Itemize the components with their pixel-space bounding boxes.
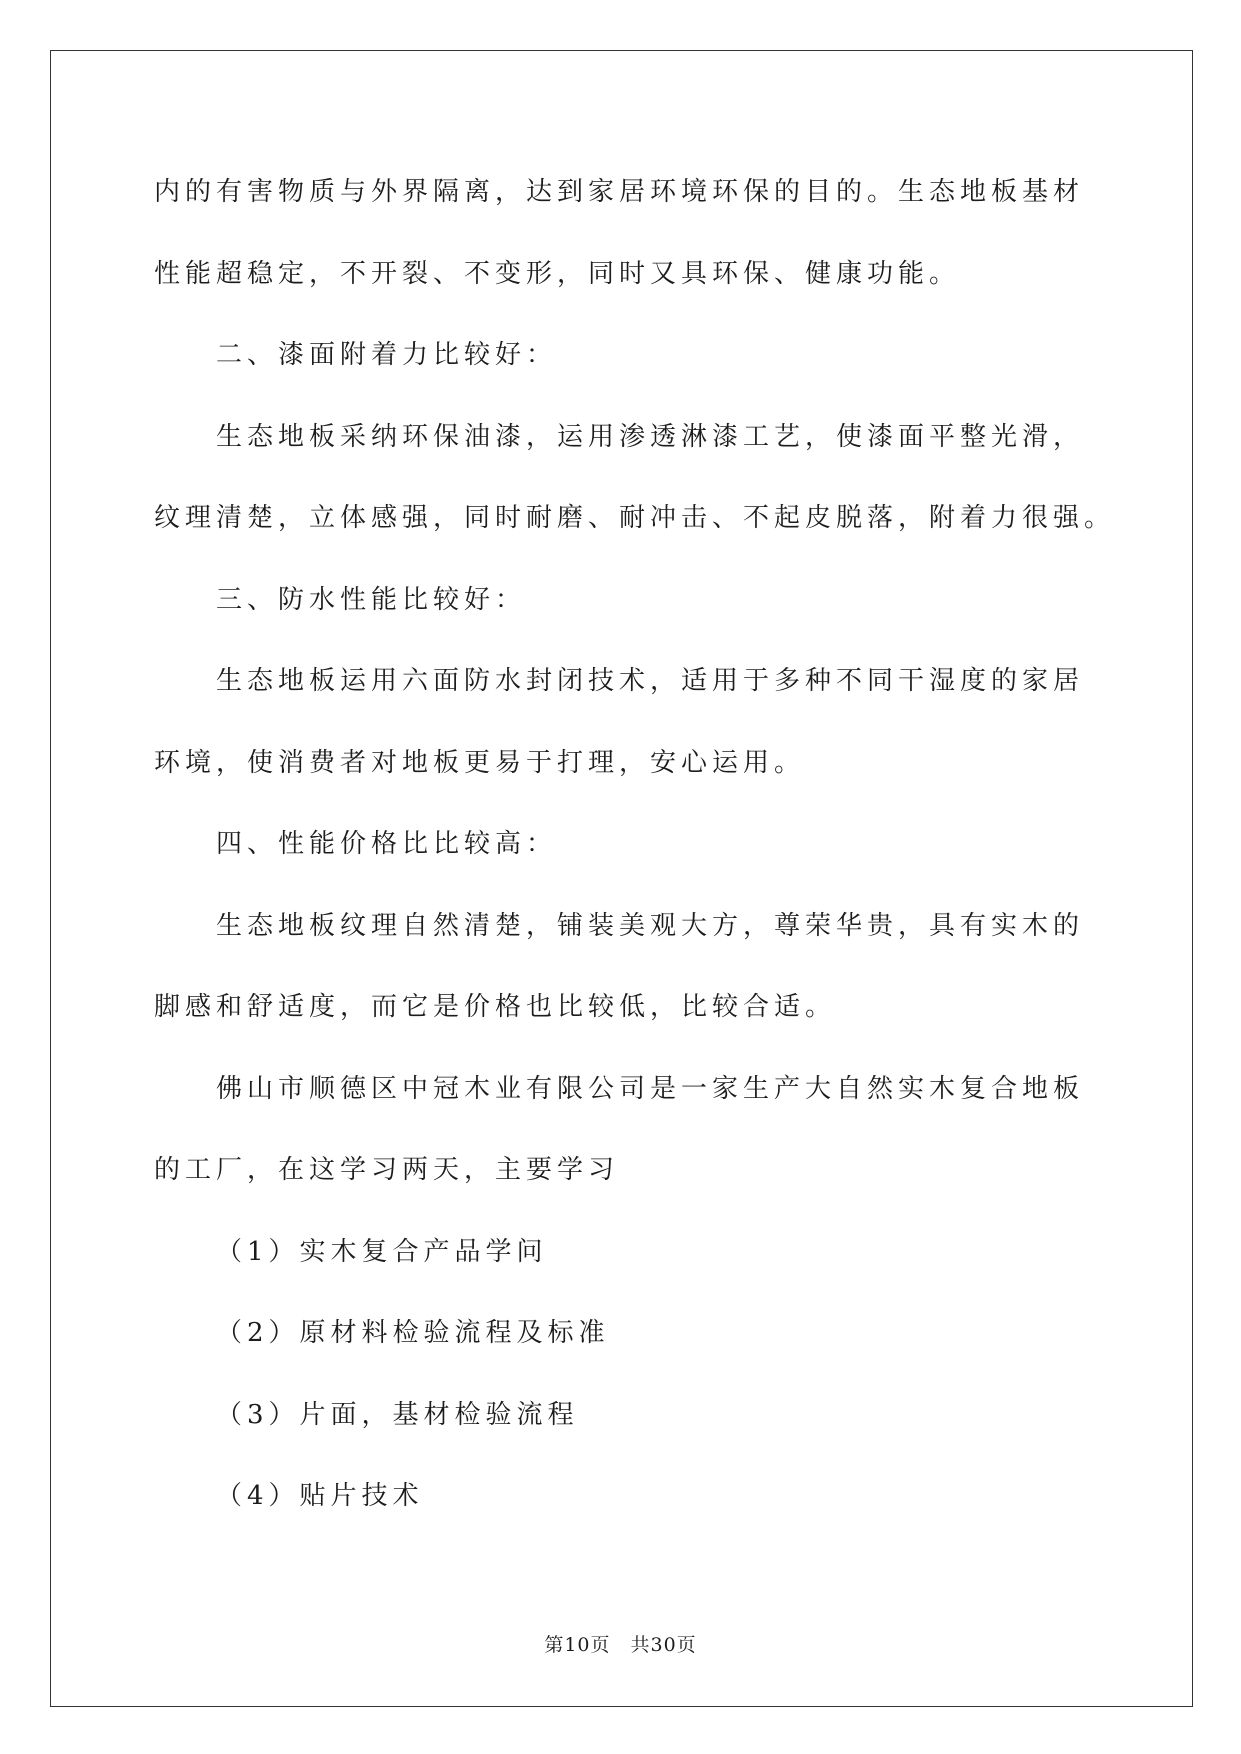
text-line: 脚感和舒适度，而它是价格也比较低，比较合适。 <box>154 992 837 1022</box>
page-body <box>154 152 1154 1538</box>
section-heading: 四、性能价格比比较高： <box>216 829 558 859</box>
list-item: （3）片面，基材检验流程 <box>216 1399 579 1430</box>
text-line: 生态地板纹理自然清楚，铺装美观大方，尊荣华贵，具有实木的 <box>216 910 1085 941</box>
list-item: （1）实木复合产品学问 <box>216 1236 548 1267</box>
text-line: 佛山市顺德区中冠木业有限公司是一家生产大自然实木复合地板 <box>216 1073 1085 1104</box>
text-line: 纹理清楚，立体感强，同时耐磨、耐冲击、不起皮脱落，附着力很强。 <box>154 503 1116 533</box>
list-item: （4）贴片技术 <box>216 1481 424 1511</box>
text-line: 性能超稳定，不开裂、不变形，同时又具环保、健康功能。 <box>154 258 961 289</box>
text-line: 生态地板采纳环保油漆，运用渗透淋漆工艺，使漆面平整光滑， <box>216 421 1085 452</box>
section-heading: 二、漆面附着力比较好： <box>216 340 558 370</box>
continued-paragraph <box>154 152 1154 315</box>
company-paragraph <box>154 1049 1154 1212</box>
section-coating-adhesion <box>154 315 1154 560</box>
section-waterproof <box>154 560 1154 805</box>
section-heading: 三、防水性能比较好： <box>216 584 527 615</box>
study-items-list <box>154 1212 1154 1538</box>
page-number-footer: 第10页 共30页 <box>544 1634 697 1656</box>
text-line: 生态地板运用六面防水封闭技术，适用于多种不同干湿度的家居 <box>216 666 1085 696</box>
list-item: （2）原材料检验流程及标准 <box>216 1318 610 1348</box>
text-line: 环境，使消费者对地板更易于打理，安心运用。 <box>154 747 806 778</box>
section-price-performance <box>154 804 1154 1049</box>
text-line: 的工厂，在这学习两天，主要学习 <box>154 1155 620 1185</box>
text-line: 内的有害物质与外界隔离，达到家居环境环保的目的。生态地板基材 <box>154 177 1085 207</box>
